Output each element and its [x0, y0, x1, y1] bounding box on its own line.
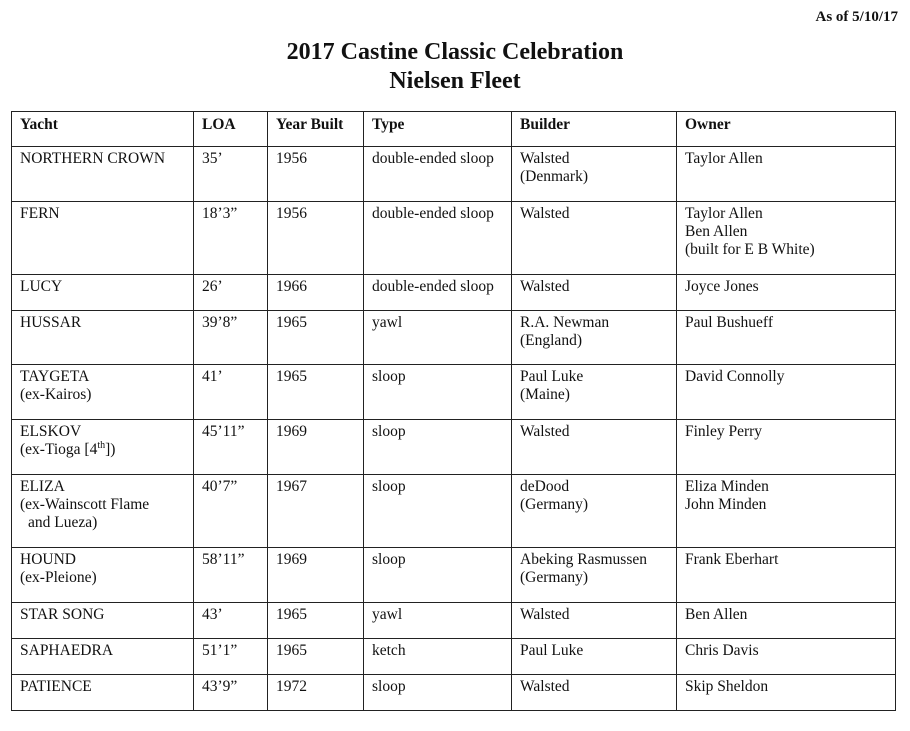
cell-year: 1965	[268, 365, 364, 420]
cell-owner: Taylor Allen	[677, 147, 896, 202]
cell-owner: Chris Davis	[677, 639, 896, 675]
table-row	[12, 365, 896, 420]
cell-yacht: PATIENCE	[12, 675, 194, 711]
cell-year: 1966	[268, 275, 364, 311]
table-row	[12, 603, 896, 639]
table-header-row	[12, 112, 896, 147]
fleet-table	[11, 111, 896, 711]
table-row	[12, 548, 896, 603]
cell-owner: Finley Perry	[677, 420, 896, 475]
cell-builder: Walsted	[512, 675, 677, 711]
cell-year: 1965	[268, 603, 364, 639]
cell-builder: Paul Luke (Maine)	[512, 365, 677, 420]
table-row	[12, 639, 896, 675]
cell-builder: R.A. Newman (England)	[512, 311, 677, 365]
cell-loa: 18’3”	[194, 202, 268, 275]
cell-owner: David Connolly	[677, 365, 896, 420]
cell-year: 1972	[268, 675, 364, 711]
cell-year: 1969	[268, 548, 364, 603]
cell-builder: Walsted	[512, 202, 677, 275]
cell-year: 1956	[268, 202, 364, 275]
cell-builder: Walsted	[512, 420, 677, 475]
cell-type: double-ended sloop	[364, 275, 512, 311]
cell-loa: 51’1”	[194, 639, 268, 675]
cell-yacht: HOUND (ex-Pleione)	[12, 548, 194, 603]
cell-year: 1969	[268, 420, 364, 475]
table-row	[12, 420, 896, 475]
page-title	[0, 38, 910, 96]
cell-year: 1965	[268, 311, 364, 365]
cell-loa: 26’	[194, 275, 268, 311]
cell-year: 1967	[268, 475, 364, 548]
cell-loa: 43’9”	[194, 675, 268, 711]
cell-owner: Taylor Allen Ben Allen (built for E B White)	[677, 202, 896, 275]
header-year-built: Year Built	[268, 112, 364, 147]
cell-owner: Ben Allen	[677, 603, 896, 639]
cell-yacht: SAPHAEDRA	[12, 639, 194, 675]
cell-builder: deDood (Germany)	[512, 475, 677, 548]
cell-type: yawl	[364, 603, 512, 639]
cell-type: ketch	[364, 639, 512, 675]
cell-owner: Joyce Jones	[677, 275, 896, 311]
cell-yacht: LUCY	[12, 275, 194, 311]
table-row	[12, 311, 896, 365]
cell-yacht: ELSKOV (ex-Tioga [4th])	[12, 420, 194, 475]
cell-builder: Walsted	[512, 275, 677, 311]
cell-yacht: HUSSAR	[12, 311, 194, 365]
cell-yacht: NORTHERN CROWN	[12, 147, 194, 202]
cell-type: yawl	[364, 311, 512, 365]
table-row	[12, 675, 896, 711]
cell-yacht: ELIZA (ex-Wainscott Flame and Lueza)	[12, 475, 194, 548]
cell-owner: Frank Eberhart	[677, 548, 896, 603]
cell-year: 1956	[268, 147, 364, 202]
cell-loa: 58’11”	[194, 548, 268, 603]
cell-loa: 45’11”	[194, 420, 268, 475]
header-loa: LOA	[194, 112, 268, 147]
cell-type: sloop	[364, 420, 512, 475]
cell-type: sloop	[364, 675, 512, 711]
table-row	[12, 202, 896, 275]
title-line-2: Nielsen Fleet	[389, 68, 521, 94]
cell-loa: 41’	[194, 365, 268, 420]
cell-loa: 43’	[194, 603, 268, 639]
cell-year: 1965	[268, 639, 364, 675]
cell-owner: Skip Sheldon	[677, 675, 896, 711]
cell-owner: Eliza Minden John Minden	[677, 475, 896, 548]
cell-loa: 35’	[194, 147, 268, 202]
as-of-date: As of 5/10/17	[815, 9, 898, 25]
cell-builder: Abeking Rasmussen (Germany)	[512, 548, 677, 603]
table-row	[12, 475, 896, 548]
cell-builder: Walsted (Denmark)	[512, 147, 677, 202]
cell-yacht: FERN	[12, 202, 194, 275]
cell-type: double-ended sloop	[364, 147, 512, 202]
cell-yacht: TAYGETA (ex-Kairos)	[12, 365, 194, 420]
header-builder: Builder	[512, 112, 677, 147]
header-yacht: Yacht	[12, 112, 194, 147]
cell-builder: Walsted	[512, 603, 677, 639]
cell-loa: 39’8”	[194, 311, 268, 365]
cell-type: sloop	[364, 365, 512, 420]
table-row	[12, 147, 896, 202]
table-row	[12, 275, 896, 311]
cell-yacht: STAR SONG	[12, 603, 194, 639]
title-line-1: 2017 Castine Classic Celebration	[286, 39, 624, 65]
cell-loa: 40’7”	[194, 475, 268, 548]
cell-type: sloop	[364, 475, 512, 548]
cell-type: double-ended sloop	[364, 202, 512, 275]
cell-type: sloop	[364, 548, 512, 603]
header-owner: Owner	[677, 112, 896, 147]
cell-builder: Paul Luke	[512, 639, 677, 675]
cell-owner: Paul Bushueff	[677, 311, 896, 365]
header-type: Type	[364, 112, 512, 147]
